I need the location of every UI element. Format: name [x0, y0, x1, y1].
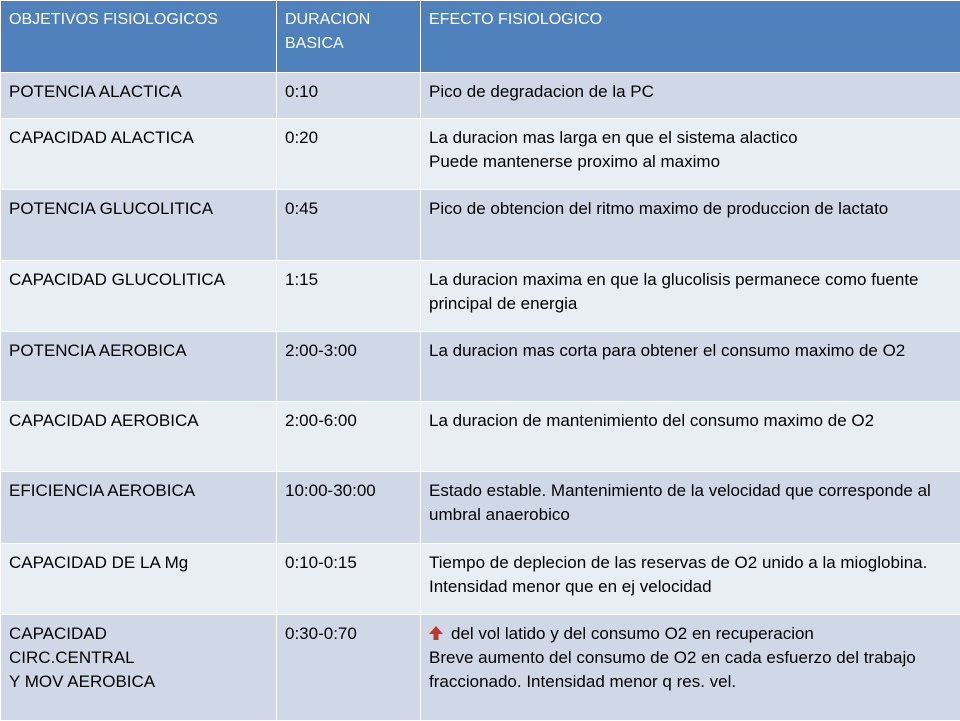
objective-cell: CAPACIDAD ALACTICA — [1, 119, 277, 190]
duration-cell: 0:45 — [277, 190, 421, 261]
header-efecto: EFECTO FISIOLOGICO — [421, 1, 960, 73]
header-row — [1, 1, 960, 73]
effect-cell: Estado estable. Mantenimiento de la velocidad que corresponde al umbral anaerobico — [421, 472, 960, 544]
objective-cell: CAPACIDAD GLUCOLITICA — [1, 261, 277, 332]
objective-cell: CAPACIDAD AEROBICA — [1, 402, 277, 472]
duration-cell: 2:00-3:00 — [277, 332, 421, 402]
duration-cell: 0:10 — [277, 73, 421, 119]
effect-cell: La duracion mas corta para obtener el consumo maximo de O2 — [421, 332, 960, 402]
objective-cell: POTENCIA GLUCOLITICA — [1, 190, 277, 261]
table-row — [1, 615, 960, 721]
effect-cell: La duracion maxima en que la glucolisis permanece como fuente principal de energia — [421, 261, 960, 332]
duration-cell: 0:10-0:15 — [277, 544, 421, 615]
up-arrow-icon — [429, 626, 443, 640]
effect-cell: La duracion de mantenimiento del consumo maximo de O2 — [421, 402, 960, 472]
objective-cell: POTENCIA ALACTICA — [1, 73, 277, 119]
table-row — [1, 119, 960, 190]
table-row — [1, 544, 960, 615]
effect-text: del vol latido y del consumo O2 en recuperacion Breve aumento del consumo de O2 en cada esfuerzo del trabajo fraccionado. Intensidad menor q res. vel. — [429, 624, 916, 691]
objective-cell: CAPACIDAD CIRC.CENTRAL Y MOV AEROBICA — [1, 615, 277, 721]
table-row — [1, 332, 960, 402]
duration-cell: 0:20 — [277, 119, 421, 190]
duration-cell: 10:00-30:00 — [277, 472, 421, 544]
effect-cell: Pico de obtencion del ritmo maximo de produccion de lactato — [421, 190, 960, 261]
effect-cell: Pico de degradacion de la PC — [421, 73, 960, 119]
table-row — [1, 73, 960, 119]
header-duracion: DURACION BASICA — [277, 1, 421, 73]
objective-cell: CAPACIDAD DE LA Mg — [1, 544, 277, 615]
table-row — [1, 190, 960, 261]
table-row — [1, 402, 960, 472]
duration-cell: 1:15 — [277, 261, 421, 332]
effect-cell-with-arrow — [421, 615, 960, 721]
effect-cell: Tiempo de deplecion de las reservas de O2 unido a la mioglobina. Intensidad menor que en ej velocidad — [421, 544, 960, 615]
duration-cell: 0:30-0:70 — [277, 615, 421, 721]
table-row — [1, 472, 960, 544]
table-row — [1, 261, 960, 332]
duration-cell: 2:00-6:00 — [277, 402, 421, 472]
objective-cell: EFICIENCIA AEROBICA — [1, 472, 277, 544]
effect-cell: La duracion mas larga en que el sistema alactico Puede mantenerse proximo al maximo — [421, 119, 960, 190]
objective-cell: POTENCIA AEROBICA — [1, 332, 277, 402]
header-objetivos: OBJETIVOS FISIOLOGICOS — [1, 1, 277, 73]
